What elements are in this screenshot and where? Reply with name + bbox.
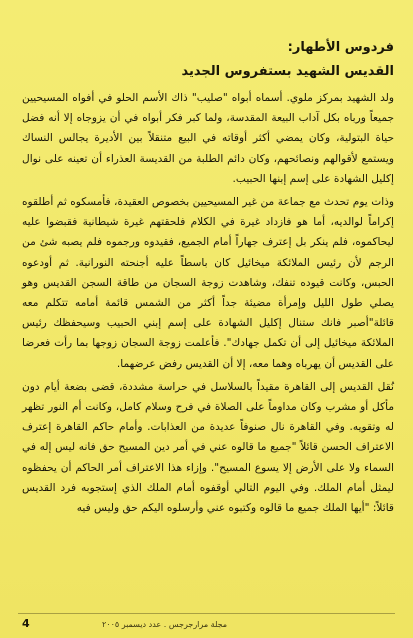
- article-subtitle: القديس الشهيد بستفروس الجديد: [181, 64, 394, 79]
- footer-divider: [18, 613, 395, 614]
- section-title: فردوس الأطهار:: [287, 40, 394, 55]
- footer-caption: مجلة مرارجرجس . عدد ديسمبر ٢٠٠٥: [102, 620, 228, 629]
- page-footer: [0, 612, 413, 632]
- paragraph-1: ولد الشهيد بمركز ملوي. أسماه أبواه "صليب" ذاك الأسم الحلو في أفواه المسيحيين جميعاً ورباه بكل آداب البيعة المقدسة، ولما كبر فكر أبواه في أن يزوجاه إلا أنه فضل حياة البتولية، وكان يمضي أكثر أوقاته في البيع متنقلاً بين الأديرة يجالس النساك ويستمع لأقوالهم ونصائحهم، وكان دائم الطلبة من القديسة العذراء أن تعينه على نوال إكليل الشهادة على إسم إبنها الحبيب.: [22, 92, 394, 185]
- paragraph-3: نُقل القديس إلى القاهرة مقيداً بالسلاسل في حراسة مشددة، قضى بضعة أيام دون مأكل أو مشرب وكان مداوماً على الصلاة في فرح وسلام كامل، وكانت أم النور تظهر له وتقويه. وفي القاهرة نال صنوفاً عديدة من العذابات. وأمام حاكم القاهرة إعترف الاعتراف الحسن قائلاً "جميع ما قالوه عني في أمر دين المسيح حق فانه ليس إله في السماء ولا على الأرض إلا يسوع المسيح". وإزاء هذا الاعتراف أمر الحاكم أن يحفظوه ليمثل أمام الملك. وفي اليوم التالي أوقفوه أمام الملك الذي إستجوبه فرد القديس قائلاً: "أيها الملك جميع ما قالوه وكتبوه عني وأرسلوه اليكم حق وليس فيه: [22, 380, 394, 515]
- article-body: [22, 38, 394, 521]
- paragraph-2: وذات يوم تحدث مع جماعة من غير المسيحيين بخصوص العقيدة، فأمسكوه ثم أطلقوه إكراماً لوالديه، أما هو فازداد غيرة في الكلام فلحقتهم غيرة شيطانية فقبضوا عليه ليحاكموه، فلم ينكر بل إعترف جهاراً أمام الجميع، فقيدوه ورجموه فلم يصبه شئ من الرجم لأن رئيس الملائكة ميخائيل كان باسطاً عليه أجنحته النورانية. ثم أودعوه الحبس، وكانت قيوده تنفك، وشاهدت زوجة السجان من طاقة السجن القديس وهو يصلي طول الليل وإمرأة مضيئة جداً أكثر من الشمس قائمة أمامه تتكلم معه قائلة"أصبر فانك ستنال إكليل الشهادة على إسم إبني الحبيب وسيحفظك رئيس الملائكة ميخائيل إلى أن تكمل جهادك". فأعلمت زوجة السجان زوجها بما رأت فعرضا على القديس أن يهرباه وهما معه، إلا أن القديس رفض عرضهما.: [22, 196, 394, 370]
- page-number: 4: [22, 617, 30, 630]
